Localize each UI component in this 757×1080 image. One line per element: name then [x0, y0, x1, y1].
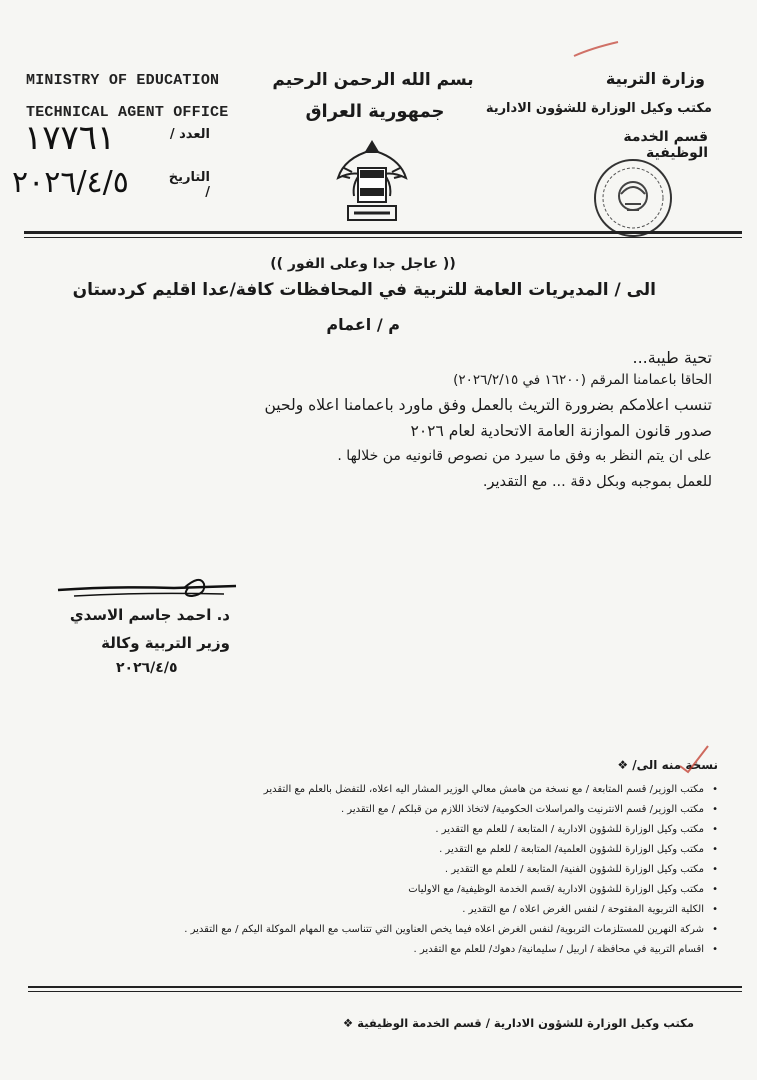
handwritten-signature-icon [54, 570, 244, 604]
office-ar: مكتب وكيل الوزارة للشؤون الادارية [485, 101, 712, 116]
ministry-ar: وزارة التربية [605, 69, 705, 88]
header-rule-thin [24, 237, 742, 238]
office-en: TECHNICAL AGENT OFFICE [26, 104, 229, 121]
body-line-2: صدور قانون الموازنة العامة الاتحادية لعام ٢٠٢٦ [410, 422, 712, 440]
number-value: ١٧٧٦١ [24, 118, 116, 158]
copy-item-text: شركة النهرين للمستلزمات التربوية/ لنفس الغرض اعلاه فيما يخص العناوين التي تتناسب مع المهام الموكلة اليكم / مع التقدير . [184, 924, 704, 935]
footer-label: مكتب وكيل الوزارة للشؤون الادارية / قسم الخدمة الوظيفية [357, 1016, 694, 1030]
copy-item-text: اقسام التربية في محافظة / اربيل / سليمانية/ دهوك/ للعلم مع التقدير . [413, 944, 704, 955]
ministry-seal-icon [591, 156, 675, 240]
republic-title: جمهورية العراق [305, 101, 445, 122]
copy-item-text: الكلية التربوية المفتوحة / لنفس الغرض اعلاه / مع التقدير . [462, 904, 704, 915]
header-rule [24, 231, 742, 234]
body-line-1: تنسب اعلامكم بضرورة التريث بالعمل وفق ماورد باعمامنا اعلاه ولحين [264, 396, 712, 414]
list-item: • مكتب الوزير/ قسم المتابعة / مع نسخة من هامش معالي الوزير المشار اليه اعلاه، للتفضل بالعلم مع التقدير [263, 784, 718, 795]
list-item: • مكتب وكيل الوزارة للشؤون الفنية/ المتابعة / للعلم مع التقدير . [444, 864, 718, 875]
list-item: • اقسام التربية في محافظة / اربيل / سليمانية/ دهوك/ للعلم مع التقدير . [413, 944, 718, 955]
greeting: تحية طيبة... [632, 348, 712, 367]
copy-item-text: مكتب وكيل الوزارة للشؤون الادارية /قسم الخدمة الوظيفية/ مع الاوليات [408, 884, 704, 895]
list-item: • مكتب وكيل الوزارة للشؤون العلمية/ المتابعة / للعلم مع التقدير . [439, 844, 718, 855]
list-item: • شركة النهرين للمستلزمات التربوية/ لنفس الغرض اعلاه فيما يخص العناوين التي تتناسب مع المهام الموكلة اليكم / مع التقدير . [184, 924, 718, 935]
footer-rule-thin [28, 991, 742, 992]
copy-item-text: مكتب الوزير/ قسم الانترنيت والمراسلات الحكومية/ لاتخاذ اللازم من قبلكم / مع التقدير . [340, 804, 704, 815]
copy-item-text: مكتب وكيل الوزارة للشؤون الفنية/ المتابعة / للعلم مع التقدير . [444, 864, 704, 875]
number-label: العدد / [169, 127, 210, 142]
signer-title: وزير التربية وكالة [101, 634, 230, 652]
red-pen-mark-icon [572, 40, 622, 60]
signer-name: د. احمد جاسم الاسدي [69, 606, 230, 624]
urgent-note: (( عاجل جدا وعلى الفور )) [270, 256, 456, 272]
list-item: • مكتب وكيل الوزارة للشؤون الادارية / المتابعة / للعلم مع التقدير . [435, 824, 718, 835]
iraq-eagle-emblem-icon [334, 138, 410, 228]
basmala: بسم الله الرحمن الرحيم [272, 70, 474, 90]
red-check-mark-icon [676, 740, 712, 776]
subject-line: م / اعمام [326, 315, 400, 334]
list-item: • مكتب وكيل الوزارة للشؤون الادارية /قسم الخدمة الوظيفية/ مع الاوليات [408, 884, 718, 895]
copy-item-text: مكتب وكيل الوزارة للشؤون العلمية/ المتابعة / للعلم مع التقدير . [439, 844, 704, 855]
footer-text: مكتب وكيل الوزارة للشؤون الادارية / قسم الخدمة الوظيفية ❖ [342, 1016, 694, 1030]
reference-line: الحاقا باعمامنا المرقم (١٦٢٠٠ في ٢٠٢٦/٢/١٥) [453, 372, 712, 388]
list-item: • مكتب الوزير/ قسم الانترنيت والمراسلات الحكومية/ لاتخاذ اللازم من قبلكم / مع التقدير . [340, 804, 718, 815]
copies-list [140, 780, 718, 960]
date-label: التاريخ / [168, 170, 210, 200]
copy-item-text: مكتب الوزير/ قسم المتابعة / مع نسخة من هامش معالي الوزير المشار اليه اعلاه، للتفضل بالعلم مع التقدير [263, 784, 704, 795]
copies-heading-text: نسخة منه الى/ [632, 758, 718, 772]
signature-date: ٢٠٢٦/٤/٥ [116, 660, 178, 676]
recipient-line: الى / المديريات العامة للتربية في المحافظات كافة/عدا اقليم كردستان [72, 280, 656, 300]
dept-ar: قسم الخدمة الوظيفية [623, 129, 708, 161]
copies-heading: نسخة منه الى/ ❖ [617, 758, 718, 772]
body-line-3: على ان يتم النظر به وفق ما سيرد من نصوص قانونيه من خلالها . [337, 448, 712, 464]
closing-line: للعمل بموجبه وبكل دقة ... مع التقدير. [482, 474, 712, 490]
copy-item-text: مكتب وكيل الوزارة للشؤون الادارية / المتابعة / للعلم مع التقدير . [435, 824, 704, 835]
footer-rule [28, 986, 742, 988]
list-item: • الكلية التربوية المفتوحة / لنفس الغرض اعلاه / مع التقدير . [462, 904, 718, 915]
ministry-en: MINISTRY OF EDUCATION [26, 72, 220, 89]
date-value: ٢٠٢٦/٤/٥ [12, 165, 129, 200]
